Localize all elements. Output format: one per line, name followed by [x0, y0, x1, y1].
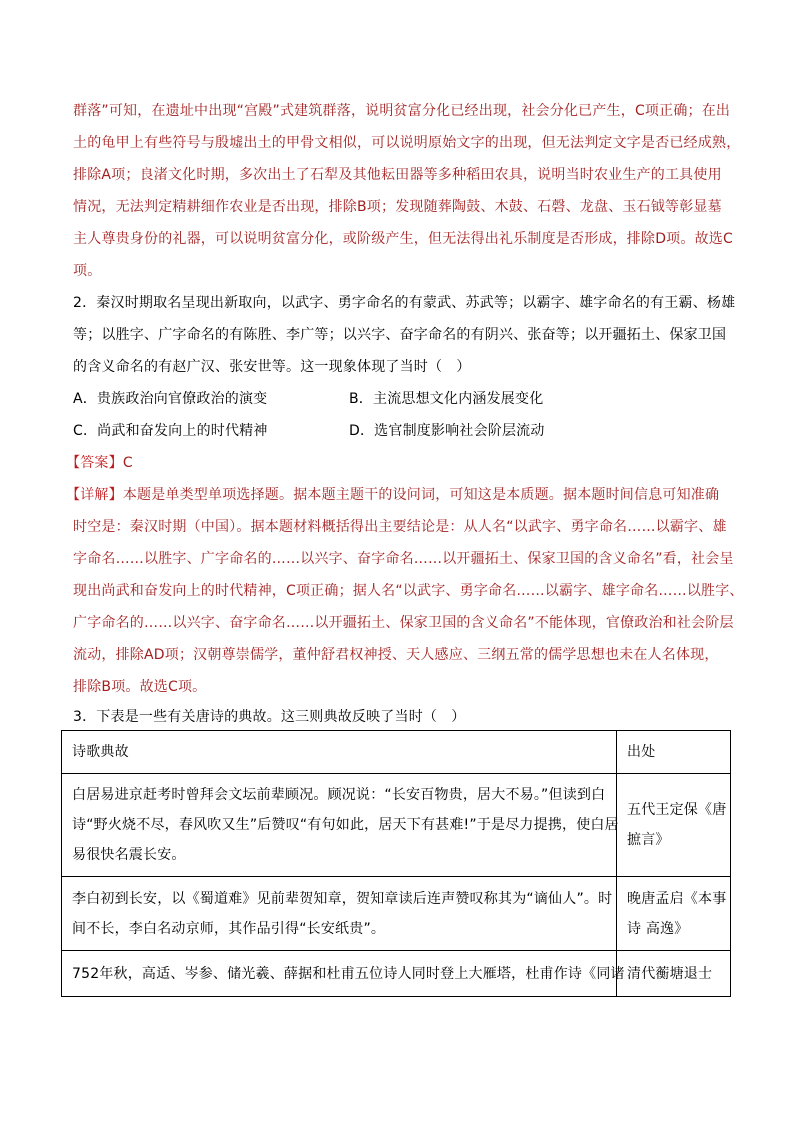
detail-line: 时空是：秦汉时期（中国）。据本题材料概括得出主要结论是：从人名“以武字、勇字命名……以霸字、雄 — [73, 519, 727, 535]
table-row — [62, 951, 731, 997]
detail-line — [66, 485, 719, 505]
option-a: A．贵族政治向官僚政治的演变 — [73, 391, 268, 407]
row3-story: 752年秋，高适、岑参、储光羲、薛据和杜甫五位诗人同时登上大雁塔，杜甫作诗《同诸 — [62, 951, 617, 997]
explanation-line: 项。 — [73, 263, 102, 279]
detail-tag: 【详解】 — [66, 487, 123, 503]
explanation-line: 主人尊贵身份的礼器，可以说明贫富分化，或阶级产生，但无法得出礼乐制度是否形成，排除D项。故选C — [73, 231, 733, 247]
row2-story: 李白初到长安，以《蜀道难》见前辈贺知章，贺知章读后连声赞叹称其为“谪仙人”。时 间不长，李白名动京师，其作品引得“长安纸贵”。 — [62, 877, 617, 951]
table-header-row — [62, 731, 731, 774]
explanation-line: 排除A项；良渚文化时期，多次出土了石犁及其他耘田器等多种稻田农具，说明当时农业生产的工具使用 — [73, 167, 722, 183]
answer-value: C — [122, 455, 133, 471]
option-b: B．主流思想文化内涵发展变化 — [349, 391, 544, 407]
option-c: C．尚武和奋发向上的时代精神 — [73, 423, 268, 439]
answer-line — [66, 453, 133, 473]
detail-line: 流动，排除AD项；汉朝尊崇儒学，董仲舒君权神授、天人感应、三纲五常的儒学思想也未在人名体现， — [73, 647, 719, 663]
explanation-line: 情况，无法判定精耕细作农业是否出现，排除B项；发现随葬陶鼓、木鼓、石磬、龙盘、玉石钺等彰显墓 — [73, 199, 722, 215]
header-story: 诗歌典故 — [62, 731, 617, 774]
detail-line: 现出尚武和奋发向上的时代精神，C项正确；据人名“以武字、勇字命名……以霸字、雄字命名……以胜字、 — [73, 583, 744, 599]
question-3-stem: 3．下表是一些有关唐诗的典故。这三则典故反映了当时（ ） — [73, 709, 466, 725]
row2-source: 晚唐孟启《本事 诗 高逸》 — [617, 877, 731, 951]
question-2-stem: 2．秦汉时期取名呈现出新取向，以武字、勇字命名的有蒙武、苏武等；以霸字、雄字命名的有王霸、杨雄 — [73, 295, 736, 311]
table-row — [62, 774, 731, 877]
row1-source: 五代王定保《唐 摭言》 — [617, 774, 731, 877]
question-2-stem: 等；以胜字、广字命名的有陈胜、李广等；以兴字、奋字命名的有阴兴、张奋等；以开疆拓土、保家卫国 — [73, 327, 727, 343]
explanation-line: 群落”可知，在遗址中出现“宫殿”式建筑群落，说明贫富分化已经出现，社会分化已产生，C项正确；在出 — [73, 103, 731, 119]
table-row — [62, 877, 731, 951]
detail-line: 排除B项。故选C项。 — [73, 679, 207, 695]
answer-tag: 【答案】 — [66, 455, 123, 471]
explanation-line: 土的龟甲上有些符号与殷墟出土的甲骨文相似，可以说明原始文字的出现，但无法判定文字是否已经成熟， — [73, 135, 741, 151]
question-2-stem: 的含义命名的有赵广汉、张安世等。这一现象体现了当时（ ） — [73, 359, 471, 375]
detail-text: 本题是单类型单项选择题。据本题主题干的设问词，可知这是本质题。据本题时间信息可知准确 — [122, 487, 720, 503]
poem-allusion-table — [61, 730, 731, 997]
detail-line: 广字命名的……以兴字、奋字命名……以开疆拓土、保家卫国的含义命名”不能体现，官僚政治和社会阶层 — [73, 615, 734, 631]
detail-line: 字命名……以胜字、广字命名的……以兴字、奋字命名……以开疆拓土、保家卫国的含义命名”看，社会呈 — [73, 551, 734, 567]
row3-source: 清代蘅塘退士 — [617, 951, 731, 997]
option-d: D．选官制度影响社会阶层流动 — [349, 423, 545, 439]
header-source: 出处 — [617, 731, 731, 774]
row1-story: 白居易进京赶考时曾拜会文坛前辈顾况。顾况说：“长安百物贵，居大不易。”但读到白 诗“野火烧不尽，春风吹又生”后赞叹“有句如此，居天下有甚难!”于是尽力提携，使白居 易很快名震长安。 — [62, 774, 617, 877]
